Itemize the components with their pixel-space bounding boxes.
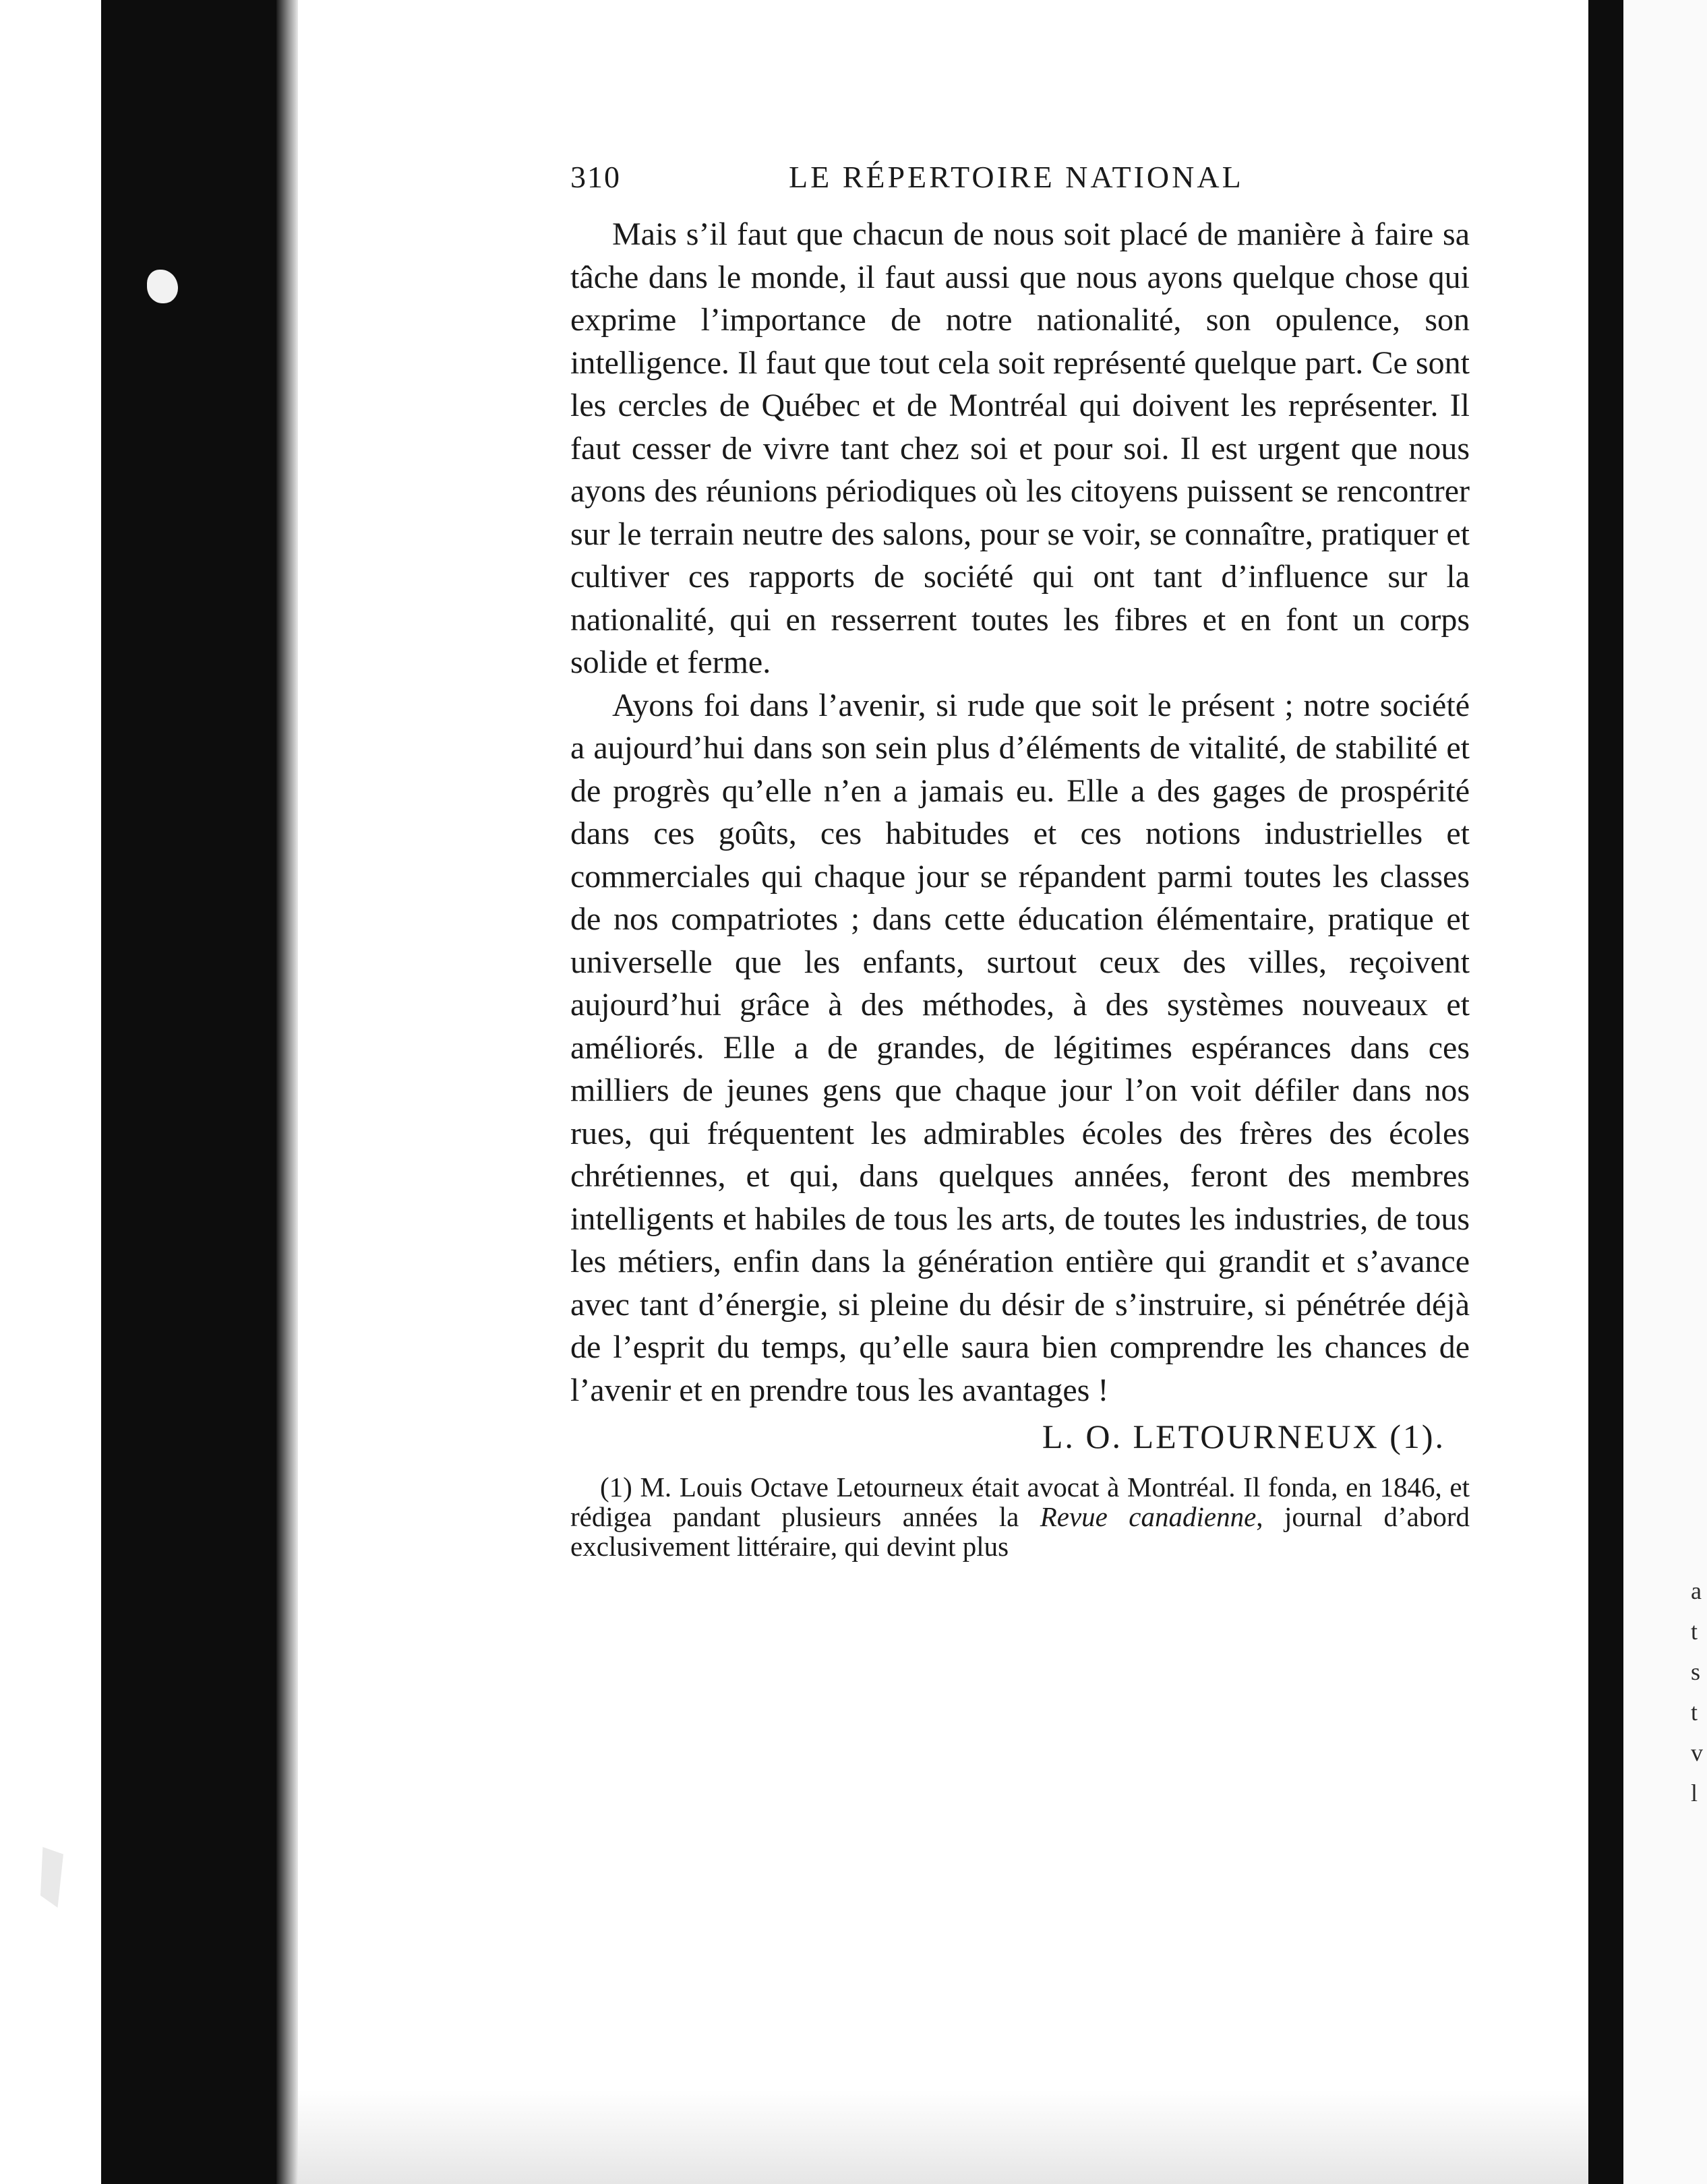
fragment-line: t <box>1691 1699 1698 1726</box>
adjacent-page <box>1623 0 1707 2184</box>
fragment-line: l <box>1691 1780 1698 1807</box>
body-paragraph: Mais s’il faut que chacun de nous soit placé de manière à faire sa tâche dans le monde, il faut aussi que nous ayons quelque chose qui exprime l’importance de notre nationalité, son opulence, son intelligence. Il faut que tout cela soit représenté quelque part. Ce sont les cercles de Québec et de Montréal qui doivent les représenter. Il faut cesser de vivre tant chez soi et pour soi. Il est urgent que nous ayons des réunions périodiques où les citoyens puissent se rencontrer sur le terrain neutre des salons, pour se voir, se connaître, pratiquer et cultiver ces rapports de société qui ont tant d’influence sur la nationalité, qui en resserrent toutes les fibres et en font un corps solide et ferme. <box>570 216 1470 680</box>
footnote-italic-title: Revue canadienne <box>1040 1501 1257 1532</box>
footnote-text: (1) M. Louis Octave Letourneux était avocat à Montréal. Il fonda, en 1846, et rédigea pandant plusieurs années la <box>570 1472 1470 1532</box>
body-paragraph: Ayons foi dans l’avenir, si rude que soit le présent ; notre société a aujourd’hui dans son sein plus d’éléments de vitalité, de stabilité et de progrès qu’elle n’en a jamais eu. Elle a des gages de prospérité dans ces goûts, ces habitudes et ces notions industrielles et commerciales qui chaque jour se répandent parmi toutes les classes de nos compatriotes ; dans cette éducation élémentaire, pratique et universelle que les enfants, surtout ceux des villes, reçoivent aujourd’hui grâce à des méthodes, à des systèmes nouveaux et améliorés. Elle a de grandes, de légitimes espérances dans ces milliers de jeunes gens que chaque jour l’on voit défiler dans nos rues, qui fréquentent les admirables écoles des frères des écoles chrétiennes, et qui, dans quelques années, feront des membres intelligents et habiles de tous les arts, de toutes les industries, de tous les métiers, enfin dans la génération entière qui grandit et s’avance avec tant d’énergie, si pleine du désir de s’instruire, si pénétrée déjà de l’esprit du temps, qu’elle saura bien comprendre les chances de l’avenir et en prendre tous les avantages ! <box>570 687 1470 1408</box>
right-scanner-shadow <box>1588 0 1623 2184</box>
scanner-shadow-band <box>101 0 276 2184</box>
fragment-line: t <box>1691 1618 1698 1645</box>
running-title: LE RÉPERTOIRE NATIONAL <box>789 160 1244 194</box>
fragment-line: s <box>1691 1658 1701 1685</box>
fragment-line: v <box>1691 1739 1703 1766</box>
footnote-text: , journal d’abord exclusivement littéraire, qui devint plus <box>570 1501 1470 1562</box>
book-page <box>570 159 1470 1589</box>
adjacent-page-text-fragment <box>1691 1571 1707 1813</box>
page-number: 310 <box>570 160 621 194</box>
page-bottom-shadow <box>298 2090 1588 2184</box>
footnote <box>570 1472 1470 1561</box>
fragment-line: a <box>1691 1577 1702 1604</box>
running-head <box>570 159 1470 200</box>
binding-edge <box>276 0 298 2184</box>
author-signature: L. O. LETOURNEUX (1). <box>1042 1418 1445 1455</box>
